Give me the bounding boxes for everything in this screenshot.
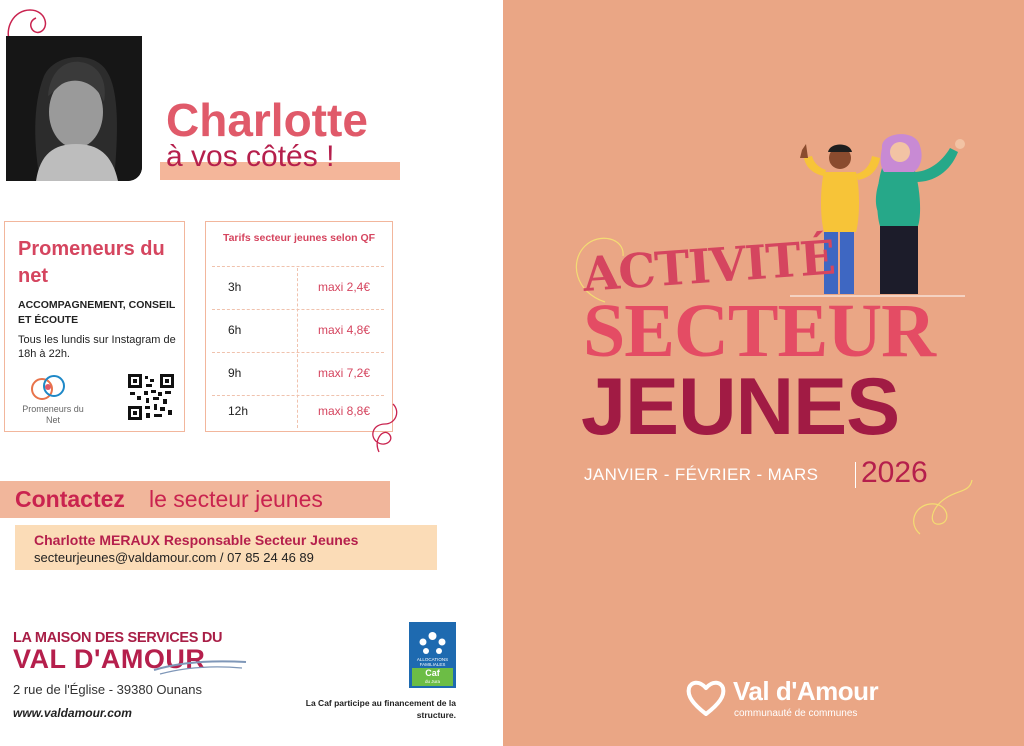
table-cell-duration: 3h [228,280,242,294]
cover-year: 2026 [861,456,928,489]
caf-logo [409,622,456,688]
promeneurs-logo-icon [28,373,72,405]
website-link[interactable]: www.valdamour.com [13,706,132,720]
tarifs-title: Tarifs secteur jeunes selon QF [222,232,376,244]
table-cell-duration: 6h [228,323,242,337]
table-column-divider [297,268,298,428]
contact-details[interactable]: secteurjeunes@valdamour.com / 07 85 24 46 89 [34,550,314,565]
promeneurs-title: Promeneurs du net [18,238,165,287]
heart-logo-icon [685,678,727,718]
contact-heading-strong: Contactez [15,486,125,512]
brand-subtitle: communauté de communes [734,708,858,719]
caf-note: La Caf participe au financement de la structure. [305,698,456,720]
maison-line2: VAL D'AMOUR [13,644,206,674]
table-divider [212,395,384,396]
caf-logo-name: Caf [425,668,440,678]
table-divider [212,266,384,267]
decorative-swoosh [150,648,250,678]
cover-separator [855,462,856,488]
qr-code-icon[interactable] [128,374,174,420]
table-cell-duration: 12h [228,404,249,418]
maison-line1: LA MAISON DES SERVICES DU [13,630,223,646]
profile-photo [6,36,142,181]
profile-name: Charlotte [166,94,368,146]
cover-title-jeunes: JEUNES [581,362,900,452]
cover-months: JANVIER - FÉVRIER - MARS [584,465,819,484]
cover-title-activite: ACTIVITÉ [581,230,837,303]
promeneurs-logo-label: Promeneurs du Net [22,404,84,425]
table-divider [212,309,384,310]
promeneurs-subtitle: ACCOMPAGNEMENT, CONSEIL ET ÉCOUTE [18,299,176,326]
table-cell-price: maxi 7,2€ [317,366,371,380]
table-cell-price: maxi 8,8€ [317,404,371,418]
caf-logo-text: ALLOCATIONS FAMILIALES [416,657,449,667]
brand-name: Val d'Amour [733,676,879,706]
table-divider [212,352,384,353]
table-cell-price: maxi 2,4€ [317,280,371,294]
decorative-swirl [900,472,980,542]
table-cell-duration: 9h [228,366,242,380]
profile-tagline: à vos côtés ! [166,140,335,173]
decorative-swirl [365,400,405,456]
caf-logo-region: du Jura [424,679,440,684]
maison-address: 2 rue de l'Église - 39380 Ounans [13,682,202,697]
promeneurs-schedule: Tous les lundis sur Instagram de 18h à 22h. [18,334,176,360]
contact-heading-rest: le secteur jeunes [149,486,323,512]
contact-person-name: Charlotte MERAUX Responsable Secteur Jeunes [34,532,359,548]
table-cell-price: maxi 4,8€ [317,323,371,337]
cover-title-secteur: SECTEUR [583,289,935,373]
